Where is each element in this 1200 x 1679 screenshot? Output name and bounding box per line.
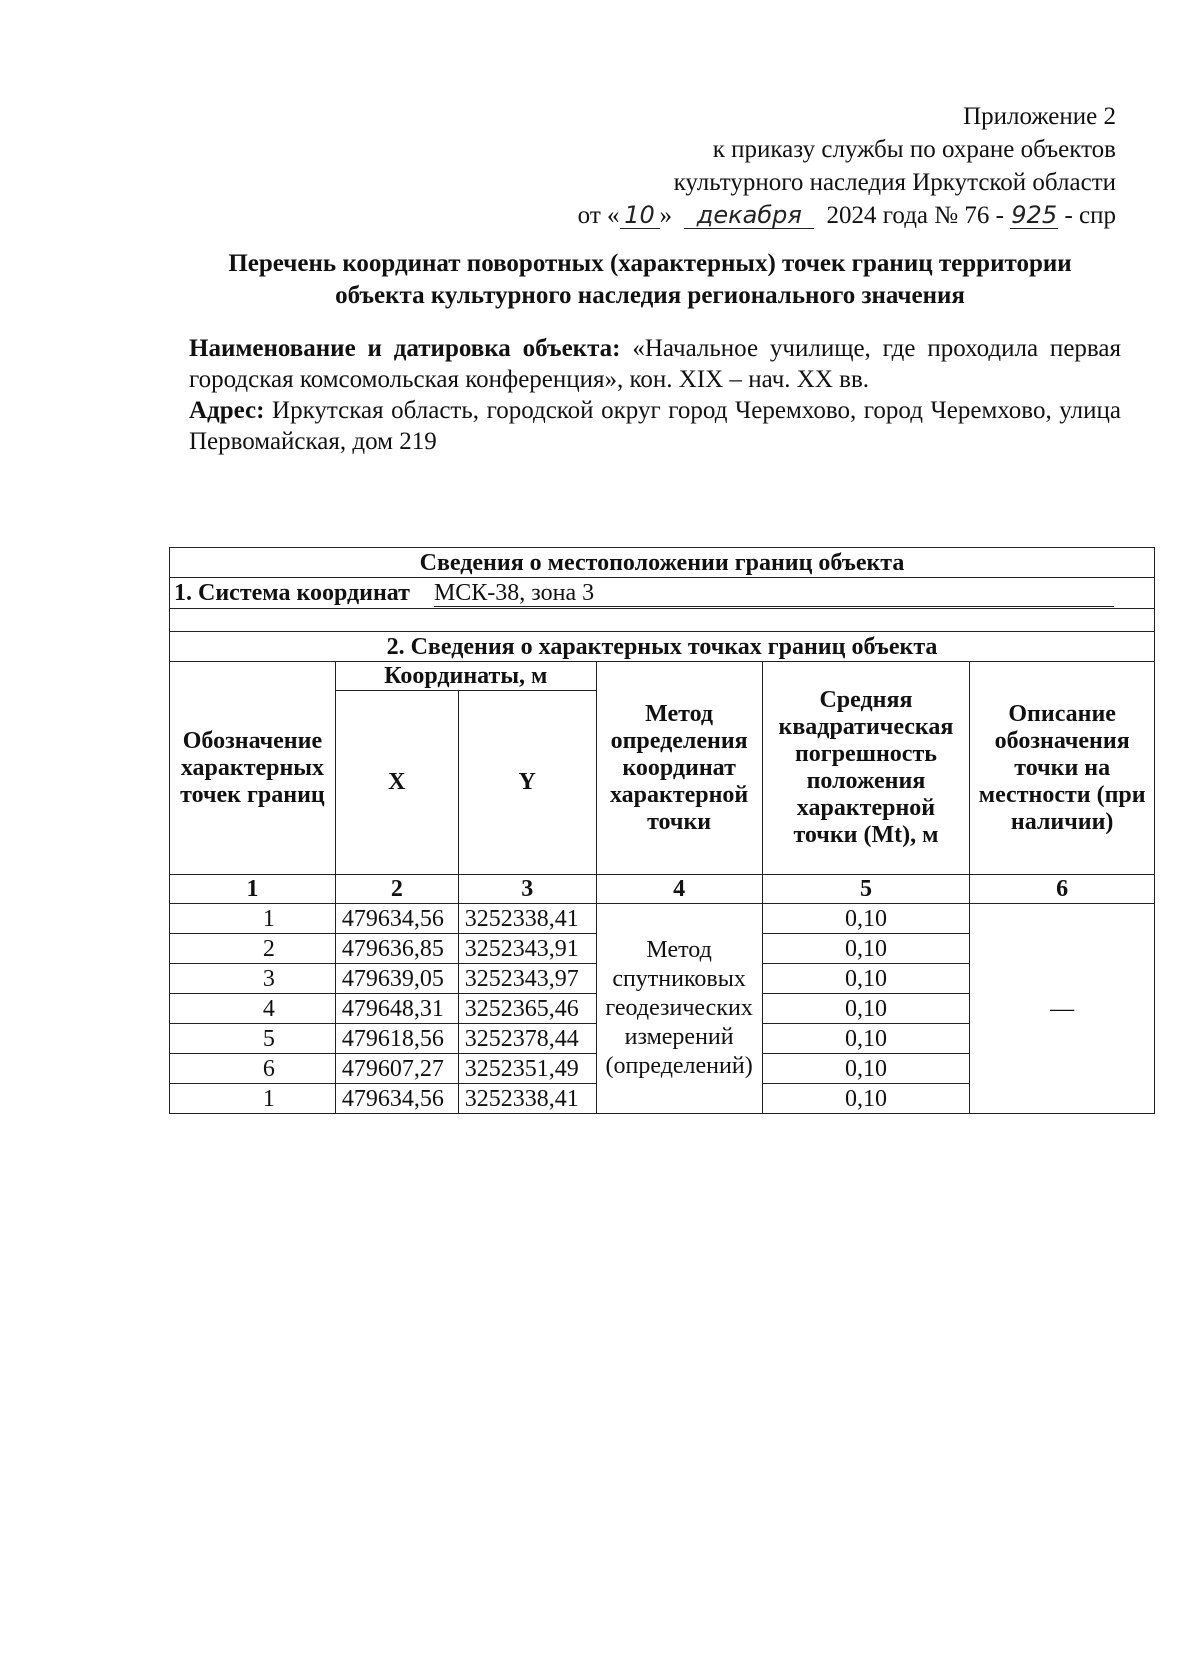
coord-system-cell — [170, 578, 1155, 609]
header-x: X — [335, 691, 458, 875]
coord-x: 479634,56 — [335, 1084, 458, 1114]
column-number-6: 6 — [970, 875, 1155, 904]
coord-x: 479634,56 — [335, 904, 458, 934]
point-id: 1 — [170, 904, 336, 934]
coord-x: 479639,05 — [335, 964, 458, 994]
object-name-label: Наименование и датировка объекта: — [189, 335, 621, 362]
header-designation: Обозначение характерных точек границ — [170, 662, 336, 875]
title-line-1: Перечень координат поворотных (характерных) точек границ территории — [228, 250, 1072, 277]
date-year-text: 2024 года № 76 - — [826, 202, 1004, 229]
mt-value: 0,10 — [762, 964, 970, 994]
section1-title: Сведения о местоположении границ объекта — [170, 548, 1155, 578]
appendix-number: Приложение 2 — [963, 103, 1116, 130]
column-number-5: 5 — [762, 875, 970, 904]
method-cell: Метод спутниковых геодезических измерений (определений) — [596, 904, 762, 1114]
coord-x: 479648,31 — [335, 994, 458, 1024]
coord-y: 3252343,91 — [458, 934, 596, 964]
column-number-2: 2 — [335, 875, 458, 904]
mt-value: 0,10 — [762, 1084, 970, 1114]
point-id: 2 — [170, 934, 336, 964]
coord-system-label: 1. Система координат — [174, 580, 410, 606]
coord-y: 3252365,46 — [458, 994, 596, 1024]
header-method: Метод определения координат характерной точки — [596, 662, 762, 875]
handwritten-day: 10 — [620, 202, 660, 229]
mt-value: 0,10 — [762, 994, 970, 1024]
object-address-value: Иркутская область, городской округ город Черемхово, город Черемхово, улица Первомайская, дом 219 — [189, 397, 1122, 455]
mt-value: 0,10 — [762, 904, 970, 934]
date-prefix: от « — [577, 202, 620, 229]
point-id: 6 — [170, 1054, 336, 1084]
handwritten-order-number: 925 — [1011, 201, 1058, 229]
table-row — [170, 904, 1155, 934]
coord-system-value: МСК-38, зона 3 — [434, 580, 1114, 607]
point-id: 4 — [170, 994, 336, 1024]
column-number-3: 3 — [458, 875, 596, 904]
header-y: Y — [458, 691, 596, 875]
mt-value: 0,10 — [762, 1024, 970, 1054]
coord-y: 3252338,41 — [458, 1084, 596, 1114]
coordinates-table — [169, 547, 1155, 1114]
coord-y: 3252343,97 — [458, 964, 596, 994]
header-error: Средняя квадратическая погрешность положения характерной точки (Mt), м — [762, 662, 970, 875]
title-line-2: объекта культурного наследия регионального значения — [335, 282, 965, 309]
object-address-label: Адрес: — [189, 397, 265, 424]
point-id: 1 — [170, 1084, 336, 1114]
date-quote-close: » — [659, 202, 673, 229]
mt-value: 0,10 — [762, 934, 970, 964]
order-suffix: - спр — [1064, 202, 1116, 229]
coord-x: 479618,56 — [335, 1024, 458, 1054]
coord-x: 479607,27 — [335, 1054, 458, 1084]
coord-y: 3252378,44 — [458, 1024, 596, 1054]
appendix-date-line — [476, 199, 1116, 232]
handwritten-month: декабря — [684, 202, 814, 229]
document-title — [180, 248, 1120, 312]
coord-y: 3252338,41 — [458, 904, 596, 934]
object-info — [189, 333, 1121, 457]
appendix-order-ref: к приказу службы по охране объектов — [712, 136, 1116, 163]
appendix-header — [476, 100, 1116, 232]
mt-value: 0,10 — [762, 1054, 970, 1084]
object-name-value: «Начальное училище, где проходила первая городская комсомольская конференция», кон. XIX – нач. XX вв. — [189, 335, 1121, 393]
blank-row — [170, 609, 1155, 632]
header-description: Описание обозначения точки на местности (при наличии) — [970, 662, 1155, 875]
point-id: 3 — [170, 964, 336, 994]
object-name-paragraph — [189, 333, 1121, 395]
section2-title: 2. Сведения о характерных точках границ объекта — [170, 632, 1155, 662]
coord-y: 3252351,49 — [458, 1054, 596, 1084]
header-coordinates: Координаты, м — [335, 662, 596, 691]
point-id: 5 — [170, 1024, 336, 1054]
description-cell: — — [970, 904, 1155, 1114]
column-number-1: 1 — [170, 875, 336, 904]
appendix-authority: культурного наследия Иркутской области — [673, 169, 1116, 196]
object-address-paragraph — [189, 395, 1121, 457]
column-number-4: 4 — [596, 875, 762, 904]
coord-x: 479636,85 — [335, 934, 458, 964]
